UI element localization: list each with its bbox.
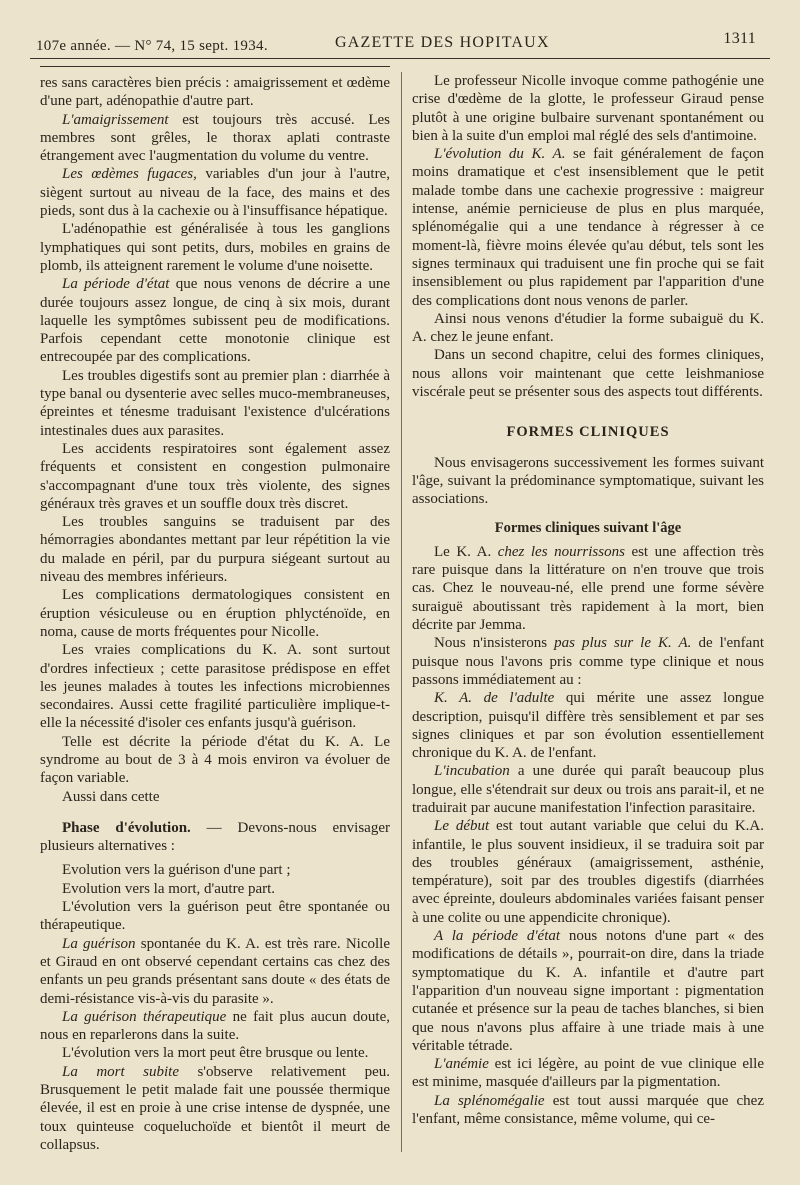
paragraph: Phase d'évolution. — Devons-nous envisager plusieurs alternatives : <box>40 819 390 855</box>
subsection-heading: Formes cliniques suivant l'âge <box>494 519 682 536</box>
section-heading: FORMES CLINIQUES <box>506 424 670 441</box>
paragraph: L'adénopathie est généralisée à tous les ganglions lymphatiques qui sont petits, durs, mobiles en grains de plomb, ils atteignent rarement le volume d'une noisette. <box>40 221 390 274</box>
paragraph: Les complications dermatologiques consistent en éruption vésiculeuse ou en éruption phlycténoïde, en noma, cause de morts fréquentes pour Nicolle. <box>40 587 390 640</box>
paragraph: La splénomégalie est tout aussi marquée que chez l'enfant, même consistance, même volume, qui ce- <box>412 1092 764 1128</box>
paragraph: Les œdèmes fugaces, variables d'un jour à l'autre, siègent surtout au niveau de la face, des mains et des pieds, sont dus à la cachexie ou à l'insuffisance hépatique. <box>40 166 390 220</box>
paragraph: Telle est décrite la période d'état du K. A. Le syndrome au bout de 3 à 4 mois environ va évoluer de façon variable. <box>40 733 390 787</box>
paragraph: A la période d'état nous notons d'une part « des modifications de détails », pourrait-on dire, dans la triade symptomatique du K. A. infantile et d'autre part l'apparition d'un nouveau signe important : pigmentation cutanée et présence sur la peau de taches blanches, si bien que nous n'avons plus affaire à une triade mais à une véritable tétrade. <box>412 928 764 1054</box>
paragraph: Ainsi nous venons d'étudier la forme subaiguë du K. A. chez le jeune enfant. <box>412 310 764 346</box>
paragraph: res sans caractères bien précis : amaigrissement et œdème d'une part, adénopathie d'autre part. <box>40 75 390 110</box>
paragraph: La guérison spontanée du K. A. est très rare. Nicolle et Giraud en ont observé cependant certains cas chez des enfants un peu grands présentant sans doute « des états de demi-résistance vis-à-vis du parasite ». <box>40 935 390 1007</box>
paragraph: Nous n'insisterons pas plus sur le K. A. de l'enfant puisque nous l'avons pris comme type clinique et nous passons immédiatement au : <box>412 635 764 688</box>
paragraph: La guérison thérapeutique ne fait plus aucun doute, nous en reparlerons dans la suite. <box>40 1008 390 1044</box>
column-top-rule <box>40 66 390 67</box>
paragraph: K. A. de l'adulte qui mérite une assez longue description, puisqu'il diffère très sensiblement et par ses signes cliniques et par son évolution essentiellement chronique du K. A. de l'enfant. <box>412 690 764 762</box>
paragraph: Aussi dans cette <box>62 788 160 805</box>
page-header <box>30 28 770 59</box>
paragraph: Les troubles sanguins se traduisent par des hémorragies abondantes mettant par leur répétition la vie du malade en péril, par du purpura siégeant surtout au niveau des membres inférieurs. <box>40 514 390 586</box>
run-in-heading: Phase d'évolution. <box>62 819 191 836</box>
paragraph: Nous envisagerons successivement les formes suivant l'âge, suivant la prédominance symptomatique, suivant les associations. <box>412 454 764 508</box>
issue-line: 107e année. — N° 74, 15 sept. 1934. <box>36 38 268 54</box>
paragraph: Le K. A. chez les nourrissons est une affection très rare puisque dans la littérature on n'en trouve que trois cas. Chez le nouveau-né, elle prend une forme sévère suraiguë aboutissant très rapidement à la mort, bien décrite par Jemma. <box>412 543 764 634</box>
paragraph: Les vraies complications du K. A. sont surtout d'ordres infectieux ; cette parasitose prédispose en effet les jeunes malades à toutes les infections microbiennes secondaires. Aussi cette fragilité particulière implique-t-elle la nécessité d'isoler ces enfants jusqu'à guérison. <box>40 642 390 732</box>
right-column <box>412 72 764 1128</box>
paragraph: L'amaigrissement est toujours très accusé. Les membres sont grêles, le thorax aplati contraste étrangement avec l'augmentation du volume du ventre. <box>40 111 390 165</box>
paragraph: Le début est tout autant variable que celui du K.A. infantile, le plus souvent insidieux, il se traduira soit par des troubles généraux (amaigrissement, asthénie, température), soit par des troubles digestifs (diarrhées avec épreinte, douleurs abdominales variées faisant penser à une colite ou une appendicite chronique). <box>412 818 764 926</box>
paragraph: L'incubation a une durée qui paraît beaucoup plus longue, elle s'étendrait sur deux ou trois ans parait-il, et ne traduirait par aucune manifestation l'infection parasitaire. <box>412 763 764 816</box>
paragraph: L'évolution du K. A. se fait généralement de façon moins dramatique et c'est insensiblement que le petit malade tombe dans une cachexie progressive : maigreur intense, anémie pernicieuse de plus en plus marquée, splénomégalie qui a une tendance à régresser à ce moment-là, fièvre moins élevée qu'au début, tels sont les signes terminaux qui traduisent une fin proche qui se fait insensiblement ou plus rapidement par l'apparition d'une des complications dont nous venons de parler. <box>412 146 764 309</box>
column-divider <box>401 72 402 1152</box>
paragraph: L'évolution vers la guérison peut être spontanée ou thérapeutique. <box>40 899 390 934</box>
paragraph: Les troubles digestifs sont au premier plan : diarrhée à type banal ou dysenterie avec selles muco-membraneuses, épreintes et ténesme traduisant l'existence d'ulcérations intestinales dues aux parasites. <box>40 367 390 439</box>
paragraph: L'évolution vers la mort peut être brusque ou lente. <box>62 1045 369 1062</box>
paragraph: L'anémie est ici légère, au point de vue clinique elle est minime, masquée d'ailleurs par la pigmentation. <box>412 1056 764 1091</box>
left-column <box>40 74 390 1154</box>
paragraph: Le professeur Nicolle invoque comme pathogénie une crise d'œdème de la glotte, le professeur Giraud pense plutôt à une origine bulbaire survenant spontanément ou bien à la suite d'un emploi mal réglé des sels d'antimoine. <box>412 73 764 144</box>
journal-title: GAZETTE DES HOPITAUX <box>335 34 550 51</box>
page-number: 1311 <box>723 30 756 47</box>
paragraph: La mort subite s'observe relativement peu. Brusquement le petit malade fait une poussée thermique élevée, il est en proie à une crise intense de dyspnée, une toux quinteuse coqueluchoïde et bientôt il meurt de collapsus. <box>40 1063 390 1153</box>
paragraph: La période d'état que nous venons de décrire a une durée toujours assez longue, de cinq à six mois, durant laquelle les symptômes subissent peu de modifications. Parfois cependant cette monotonie clinique est entrecoupée par des complications. <box>40 276 390 366</box>
paragraph: Dans un second chapitre, celui des formes cliniques, nous allons voir maintenant que cette leishmaniose viscérale peut se présenter sous des aspects tout différents. <box>412 347 764 401</box>
paragraph: Les accidents respiratoires sont également assez fréquents et consistent en congestion pulmonaire s'accompagnant d'une toux très violente, des signes généraux très graves et un souffle doux très discret. <box>40 440 390 512</box>
paragraph: Evolution vers la mort, d'autre part. <box>62 880 276 897</box>
paragraph: Evolution vers la guérison d'une part ; <box>62 862 291 879</box>
